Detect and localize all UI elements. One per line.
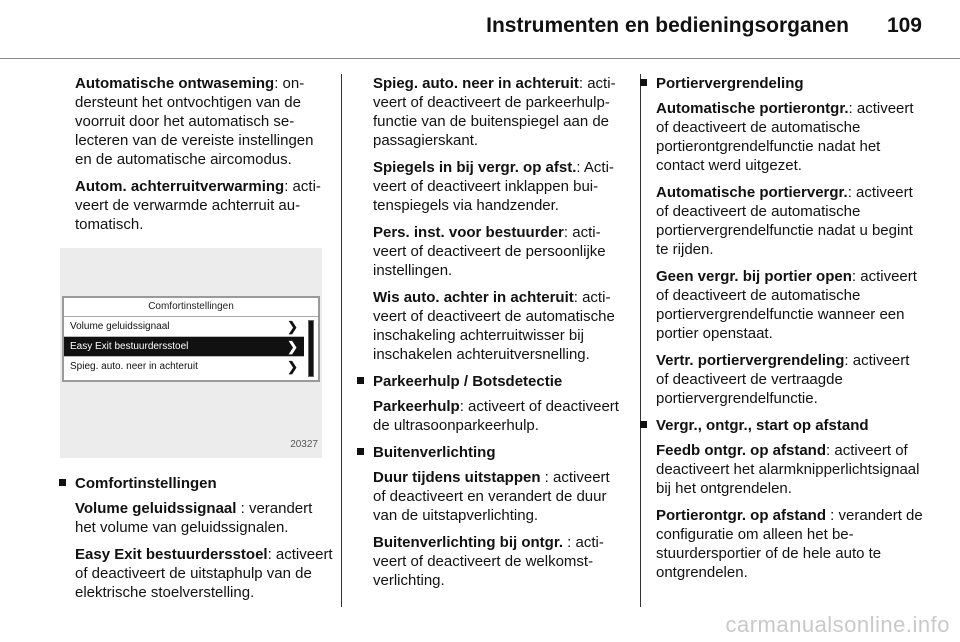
setting-term: Duur tijdens uitstappen	[373, 469, 541, 486]
bullet-square-icon	[357, 448, 364, 455]
setting-description: : verandert de configuratie om alleen het bestuurdersportier of de hele auto te ontgrendelen.	[656, 507, 923, 581]
setting-entry	[373, 223, 626, 280]
setting-entry	[373, 397, 626, 435]
setting-description: : activeert of deactiveert de automatische portierontgrendelfunctie nadat het contact werd uitgezet.	[656, 100, 914, 174]
setting-term: Automatische ontwaseming	[75, 75, 275, 92]
chevron-right-icon: ❯	[287, 319, 298, 334]
menu-item-easy-exit[interactable]	[64, 337, 304, 357]
setting-term: Automatische portierontgr.	[656, 100, 849, 117]
setting-term: Feedb ontgr. op afstand	[656, 442, 827, 459]
scrollbar[interactable]	[308, 320, 314, 377]
setting-term: Pers. inst. voor bestuurder	[373, 224, 564, 241]
setting-entry	[75, 499, 333, 537]
setting-entry	[656, 441, 924, 498]
column-2	[373, 74, 626, 598]
setting-term: Spieg. auto. neer in achteruit	[373, 75, 579, 92]
column-divider	[640, 74, 641, 607]
setting-description: : verandert het volume van geluidssignalen.	[75, 500, 313, 536]
comfort-settings-screen	[62, 296, 320, 382]
menu-item-label: Easy Exit bestuurdersstoel	[70, 341, 189, 352]
menu-item-mirror[interactable]	[64, 357, 304, 376]
setting-description: : activeert of deactiveert de uitstaphulp van de elektrische stoelverstelling.	[75, 546, 333, 601]
setting-description: : activeert of deactiveert de automatische portiervergrendelfunctie nadat u begint te rijden.	[656, 184, 913, 258]
column-1	[70, 74, 333, 610]
setting-term: Automatische portiervergr.	[656, 184, 848, 201]
setting-entry	[656, 99, 924, 175]
section-heading: Portiervergrendeling	[656, 74, 924, 93]
setting-entry	[373, 158, 626, 215]
header-divider	[0, 58, 960, 59]
section-heading: Comfortinstellingen	[75, 474, 333, 493]
menu-item-label: Volume geluidssignaal	[70, 321, 170, 332]
setting-entry	[373, 533, 626, 590]
column-divider	[341, 74, 342, 607]
column-3	[656, 74, 924, 590]
setting-description: : activeert of deactiveert het alarmknipperlichtsignaal bij het ontgrendelen.	[656, 442, 920, 497]
setting-entry	[75, 74, 333, 169]
setting-term: Buitenverlichting bij ontgr.	[373, 534, 564, 551]
page-number: 109	[886, 14, 922, 37]
section-heading: Parkeerhulp / Botsdetectie	[373, 372, 626, 391]
setting-description: : activeert of deactiveert de persoonlijke instellingen.	[373, 224, 606, 279]
setting-description: : activeert of deactiveert de automatische portiervergrendelfunctie wanneer een portier openstaat.	[656, 268, 917, 342]
section-heading: Vergr., ontgr., start op afstand	[656, 416, 924, 435]
chevron-right-icon: ❯	[287, 339, 298, 354]
setting-entry	[373, 468, 626, 525]
setting-entry	[373, 74, 626, 150]
figure-id: 20327	[290, 439, 318, 450]
setting-term: Wis auto. achter in achteruit	[373, 289, 574, 306]
setting-description: : activeert of deactiveert de welkomstverlichting.	[373, 534, 604, 589]
setting-term: Spiegels in bij vergr. op afst.	[373, 159, 577, 176]
setting-description: : Activeert of deactiveert inklappen buitenspiegels via handzender.	[373, 159, 614, 214]
chevron-right-icon: ❯	[287, 359, 298, 374]
setting-entry	[656, 351, 924, 408]
menu-item-label: Spieg. auto. neer in achteruit	[70, 361, 198, 372]
setting-term: Volume geluidssignaal	[75, 500, 237, 517]
display-figure	[60, 248, 322, 458]
watermark: carmanualsonline.info	[725, 612, 950, 637]
bullet-square-icon	[640, 421, 647, 428]
bullet-square-icon	[59, 479, 66, 486]
setting-description: : ondersteunt het ontvochtigen van de voorruit door het automatisch selecteren van de vereiste instellingen en de automatische aircomodus.	[75, 75, 314, 168]
setting-entry	[75, 545, 333, 602]
bullet-square-icon	[640, 79, 647, 86]
setting-term: Easy Exit bestuurdersstoel	[75, 546, 268, 563]
scrollbar-thumb[interactable]	[309, 321, 313, 376]
setting-entry	[75, 177, 333, 234]
setting-term: Geen vergr. bij portier open	[656, 268, 852, 285]
bullet-square-icon	[357, 377, 364, 384]
setting-term: Vertr. portiervergrendeling	[656, 352, 845, 369]
setting-description: : activeert de verwarmde achterruit automatisch.	[75, 178, 321, 233]
setting-description: : activeert of deactiveert de automatische inschakeling achterruitwisser bij inschakelen achteruitversnelling.	[373, 289, 615, 363]
section-heading: Buitenverlichting	[373, 443, 626, 462]
setting-description: : activeert of deactiveert de vertraagde portiervergrendelfunctie.	[656, 352, 910, 407]
setting-description: : activeert of deactiveert en verandert de duur van de uitstapverlichting.	[373, 469, 610, 524]
setting-entry	[373, 288, 626, 364]
setting-term: Parkeerhulp	[373, 398, 460, 415]
setting-description: : activeert of deactiveert de ultrasoonparkeerhulp.	[373, 398, 619, 434]
setting-term: Portierontgr. op afstand	[656, 507, 827, 524]
setting-term: Autom. achterruitverwarming	[75, 178, 285, 195]
setting-entry	[656, 183, 924, 259]
page-title: Instrumenten en bedieningsorganen	[486, 14, 849, 37]
menu-item-volume[interactable]	[64, 317, 304, 337]
screen-title: Comfortinstellingen	[64, 298, 318, 317]
setting-description: : activeert of deactiveert de parkeerhulpfunctie van de buitenspiegel aan de passagierskant.	[373, 75, 616, 149]
setting-entry	[656, 267, 924, 343]
setting-entry	[656, 506, 924, 582]
